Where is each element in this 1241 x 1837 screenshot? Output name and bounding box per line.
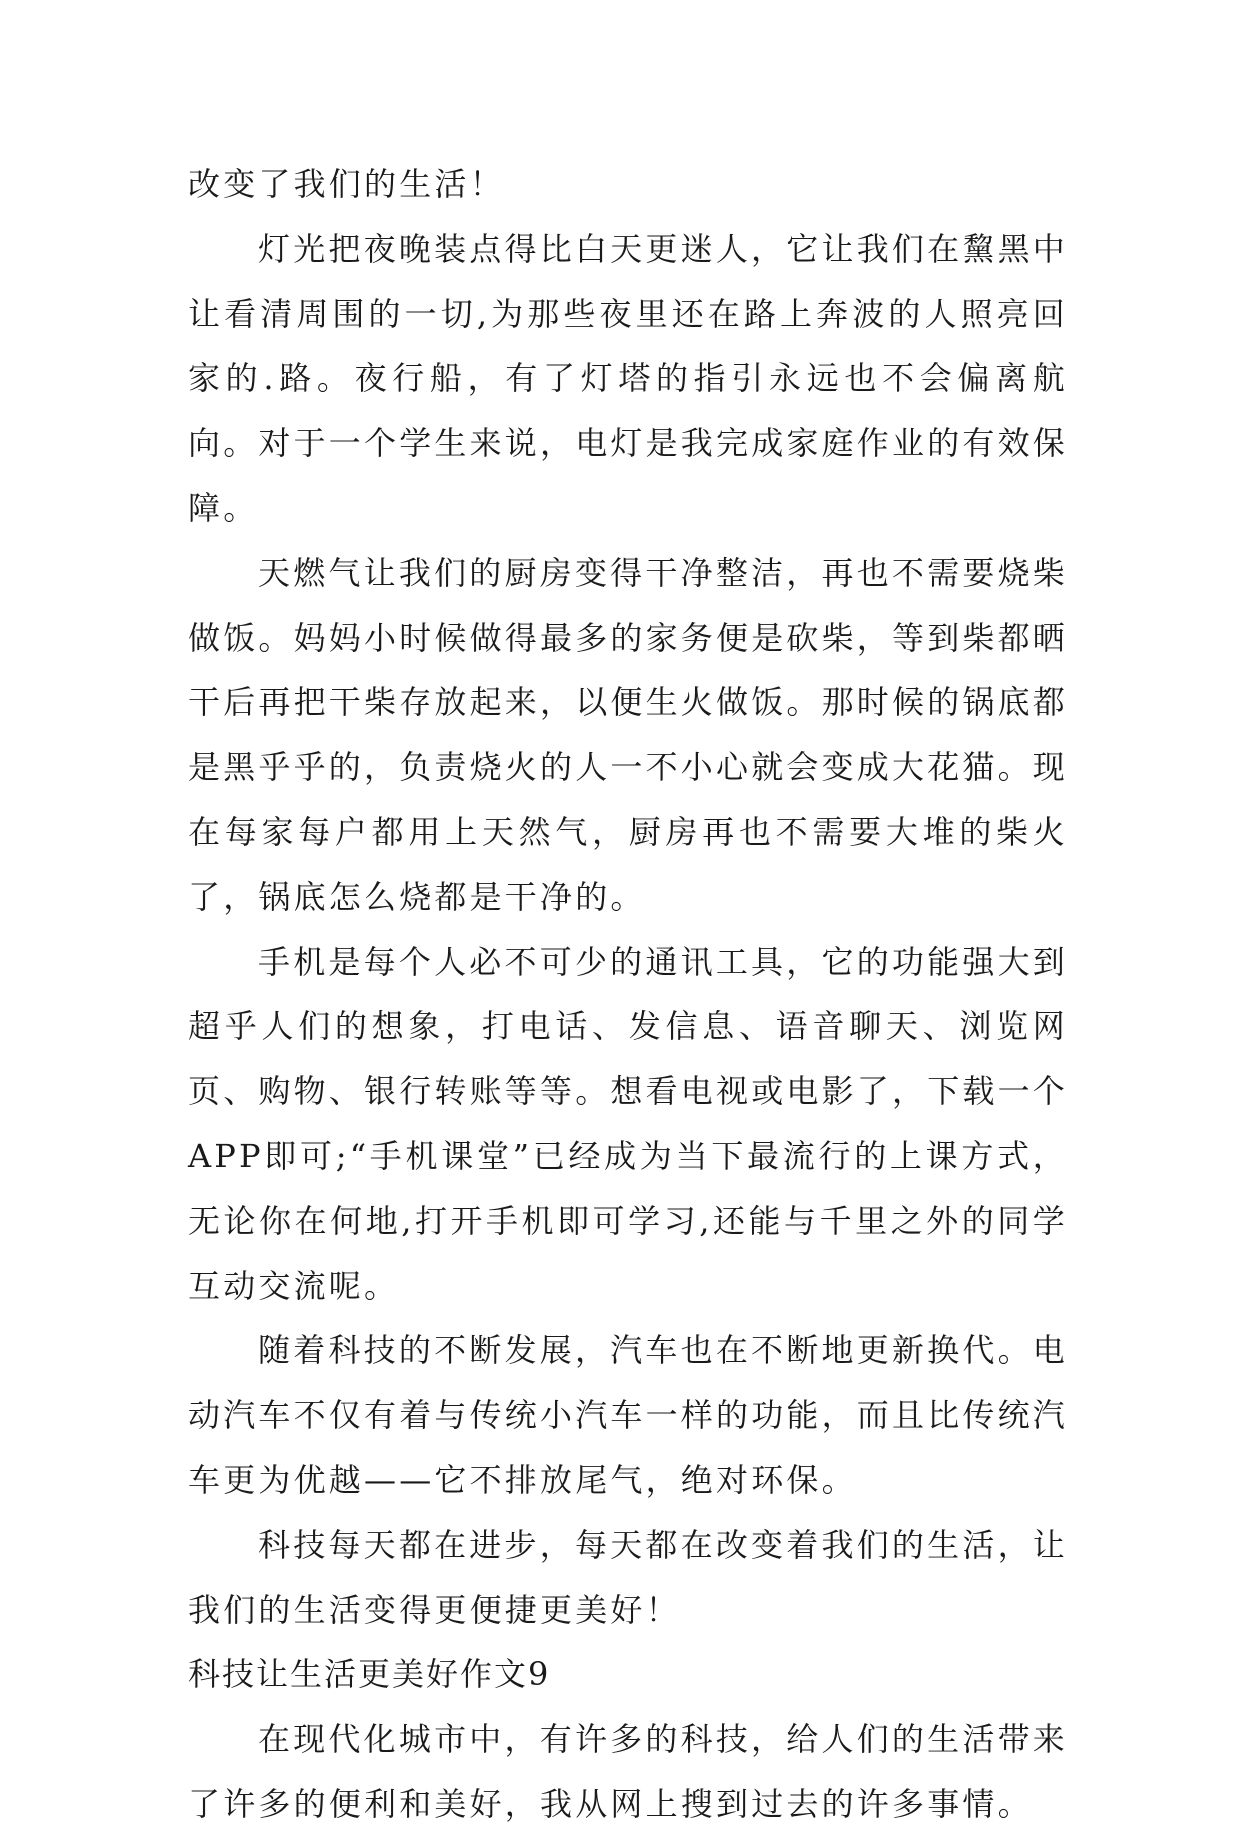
paragraph-mobile-phone: 手机是每个人必不可少的通讯工具，它的功能强大到超乎人们的想象，打电话、发信息、语音聊天、浏览网页、购物、银行转账等等。想看电视或电影了，下载一个APP即可;“手机课堂”已经成为当下最流行的上课方式，无论你在何地,打开手机即可学习,还能与千里之外的同学互动交流呢。 [188, 942, 1069, 1305]
paragraph-continuation: 改变了我们的生活！ [188, 165, 505, 203]
paragraph-conclusion: 科技每天都在进步，每天都在改变着我们的生活，让我们的生活变得更便捷更美好！ [188, 1525, 1068, 1629]
paragraph-natural-gas: 天燃气让我们的厨房变得干净整洁，再也不需要烧柴做饭。妈妈小时候做得最多的家务便是砍柴，等到柴都晒干后再把干柴存放起来，以便生火做饭。那时候的锅底都是黑乎乎的，负责烧火的人一不小心就会变成大花猫。现在每家每户都用上天然气，厨房再也不需要大堆的柴火了，锅底怎么烧都是干净的。 [188, 553, 1069, 916]
paragraph-electric-car: 随着科技的不断发展，汽车也在不断地更新换代。电动汽车不仅有着与传统小汽车一样的功能，而且比传统汽车更为优越——它不排放尾气，绝对环保。 [188, 1331, 1069, 1499]
document-body [188, 152, 1068, 1837]
essay-heading: 科技让生活更美好作文9 [188, 1655, 551, 1694]
paragraph-lighting: 灯光把夜晚装点得比白天更迷人，它让我们在黧黑中让看清周围的一切,为那些夜里还在路上奔波的人照亮回家的.路。夜行船，有了灯塔的指引永远也不会偏离航向。对于一个学生来说，电灯是我完成家庭作业的有效保障。 [188, 229, 1069, 527]
paragraph-modern-city: 在现代化城市中，有许多的科技，给人们的生活带来了许多的便利和美好，我从网上搜到过去的许多事情。 [188, 1720, 1068, 1823]
